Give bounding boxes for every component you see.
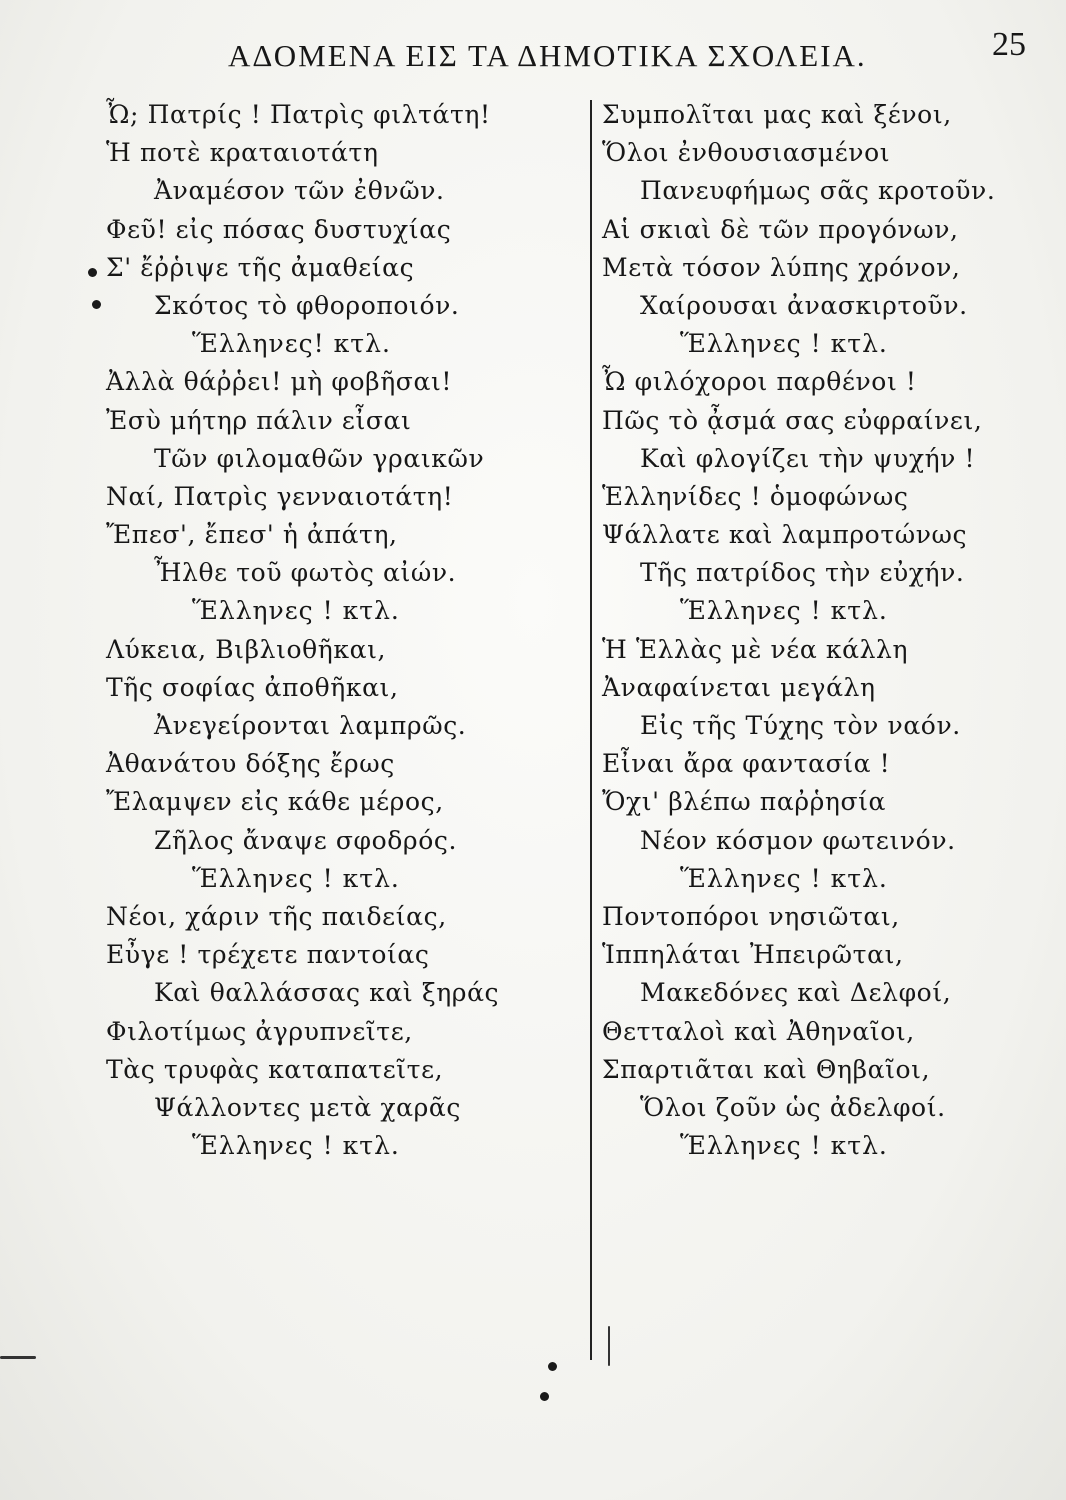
verse-line: Ζῆλος ἄναψε σφοδρός. (154, 825, 458, 855)
verse-line: Ὅλοι ἐνθουσιασμένοι (602, 138, 891, 168)
verse-line: Μετὰ τόσον λύπης χρόνον, (602, 252, 961, 282)
verse-line: Λύκεια, Βιβλιοθῆκαι, (106, 634, 387, 664)
ink-smudge (608, 1326, 610, 1366)
verse-line: Ποντοπόροι νησιῶται, (602, 901, 900, 931)
refrain-line: Ἕλληνες ! κτλ. (680, 329, 888, 359)
verse-line: Ἀλλὰ θάῤῥει! μὴ φοβῆσαι! (106, 367, 453, 397)
verse-line: Ἔπεσ', ἔπεσ' ἡ ἀπάτη, (106, 520, 398, 550)
verse-line: Καὶ φλογίζει τὴν ψυχήν ! (640, 443, 976, 473)
verse-line: Ψάλλοντες μετὰ χαρᾶς (154, 1092, 461, 1122)
verse-line: Ὄχι' βλέπω παῤῥησία (602, 787, 887, 817)
verse-line: Τῆς σοφίας ἀποθῆκαι, (106, 672, 399, 702)
verse-line: Ἔλαμψεν εἰς κάθε μέρος, (106, 787, 444, 817)
verse-line: Χαίρουσαι ἀνασκιρτοῦν. (640, 290, 968, 320)
ink-dot (88, 268, 97, 277)
verse-line: Αἱ σκιαὶ δὲ τῶν προγόνων, (602, 214, 959, 244)
verse-line: Νέον κόσμον φωτεινόν. (640, 825, 956, 855)
verse-line: Συμπολῖται μας καὶ ξένοι, (602, 100, 952, 129)
verse-line: Εἰς τῆς Τύχης τὸν ναόν. (640, 711, 961, 740)
right-column (600, 96, 1066, 1165)
verse-line: Φεῦ! εἰς πόσας δυστυχίας (106, 214, 452, 244)
verse-line: Ἐσὺ μήτηρ πάλιν εἶσαι (106, 405, 412, 435)
refrain-line: Ἕλληνες ! κτλ. (192, 1131, 400, 1161)
refrain-line: Ἕλληνες ! κτλ. (680, 863, 888, 893)
refrain-line: Ἕλληνες ! κτλ. (680, 1131, 888, 1161)
refrain-line: Ἕλληνες ! κτλ. (192, 596, 400, 626)
verse-line: Πῶς τὸ ᾆσμά σας εὐφραίνει, (602, 405, 983, 435)
verse-line: Σπαρτιᾶται καὶ Θηβαῖοι, (602, 1054, 931, 1084)
verse-line: Πανευφήμως σᾶς κροτοῦν. (640, 176, 996, 206)
verse-line: Τῆς πατρίδος τὴν εὐχήν. (640, 558, 965, 588)
verse-line: Ἀθανάτου δόξης ἔρως (106, 749, 395, 779)
verse-line: Ναί, Πατρὶς γενναιοτάτη! (106, 481, 454, 511)
ink-dot (548, 1362, 557, 1371)
ink-dot (540, 1392, 549, 1401)
verse-line: Εἶναι ἄρα φαντασία ! (602, 749, 891, 779)
verse-line: Σ' ἔῤῥιψε τῆς ἀμαθείας (106, 252, 415, 282)
page-header (0, 24, 1066, 84)
verse-line: Εὖγε ! τρέχετε παντοίας (106, 940, 430, 970)
refrain-line: Ἕλληνες ! κτλ. (680, 596, 888, 626)
verse-line: Τὰς τρυφὰς καταπατεῖτε, (106, 1054, 444, 1084)
verse-line: Ἡ ποτὲ κραταιοτάτη (106, 138, 379, 168)
refrain-line: Ἕλληνες! κτλ. (192, 329, 391, 359)
ink-dot (92, 300, 101, 309)
verse-line: Ὅλοι ζοῦν ὡς ἀδελφοί. (640, 1092, 946, 1122)
verse-line: Θετταλοὶ καὶ Ἀθηναῖοι, (602, 1016, 915, 1046)
verse-line: Νέοι, χάριν τῆς παιδείας, (106, 901, 447, 931)
verse-line: Ἱππηλάται Ἠπειρῶται, (602, 940, 904, 970)
left-column (100, 96, 590, 1165)
column-divider (590, 100, 592, 1360)
verse-line: Τῶν φιλομαθῶν γραικῶν (154, 443, 485, 473)
verse-line: Μακεδόνες καὶ Δελφοί, (640, 978, 952, 1008)
ink-smudge (0, 1356, 36, 1359)
verse-line: Ψάλλατε καὶ λαμπροτώνως (602, 520, 968, 550)
running-title: ΑΔΟΜΕΝΑ ΕΙΣ ΤΑ ΔΗΜΟΤΙΚΑ ΣΧΟΛΕΙΑ. (228, 38, 867, 73)
verse-line: Ἡ Ἑλλὰς μὲ νέα κάλλη (602, 634, 909, 664)
verse-line: Ἑλληνίδες ! ὁμοφώνως (602, 481, 909, 511)
verse-line: Ὦ φιλόχοροι παρθένοι ! (602, 367, 917, 397)
verse-line: Σκότος τὸ φθοροποιόν. (154, 290, 460, 320)
page-number: 25 (992, 26, 1026, 63)
verse-line: Καὶ θαλλάσσας καὶ ξηράς (154, 978, 500, 1008)
verse-line: Ἦλθε τοῦ φωτὸς αἰών. (154, 558, 457, 588)
verse-line: Ὦ; Πατρίς ! Πατρὶς φιλτάτη! (106, 100, 491, 129)
verse-line: Ἀνεγείρονται λαμπρῶς. (154, 711, 467, 740)
refrain-line: Ἕλληνες ! κτλ. (192, 863, 400, 893)
verse-line: Ἀναφαίνεται μεγάλη (602, 672, 876, 702)
verse-line: Ἀναμέσον τῶν ἐθνῶν. (154, 176, 445, 206)
verse-line: Φιλοτίμως ἀγρυπνεῖτε, (106, 1016, 413, 1046)
